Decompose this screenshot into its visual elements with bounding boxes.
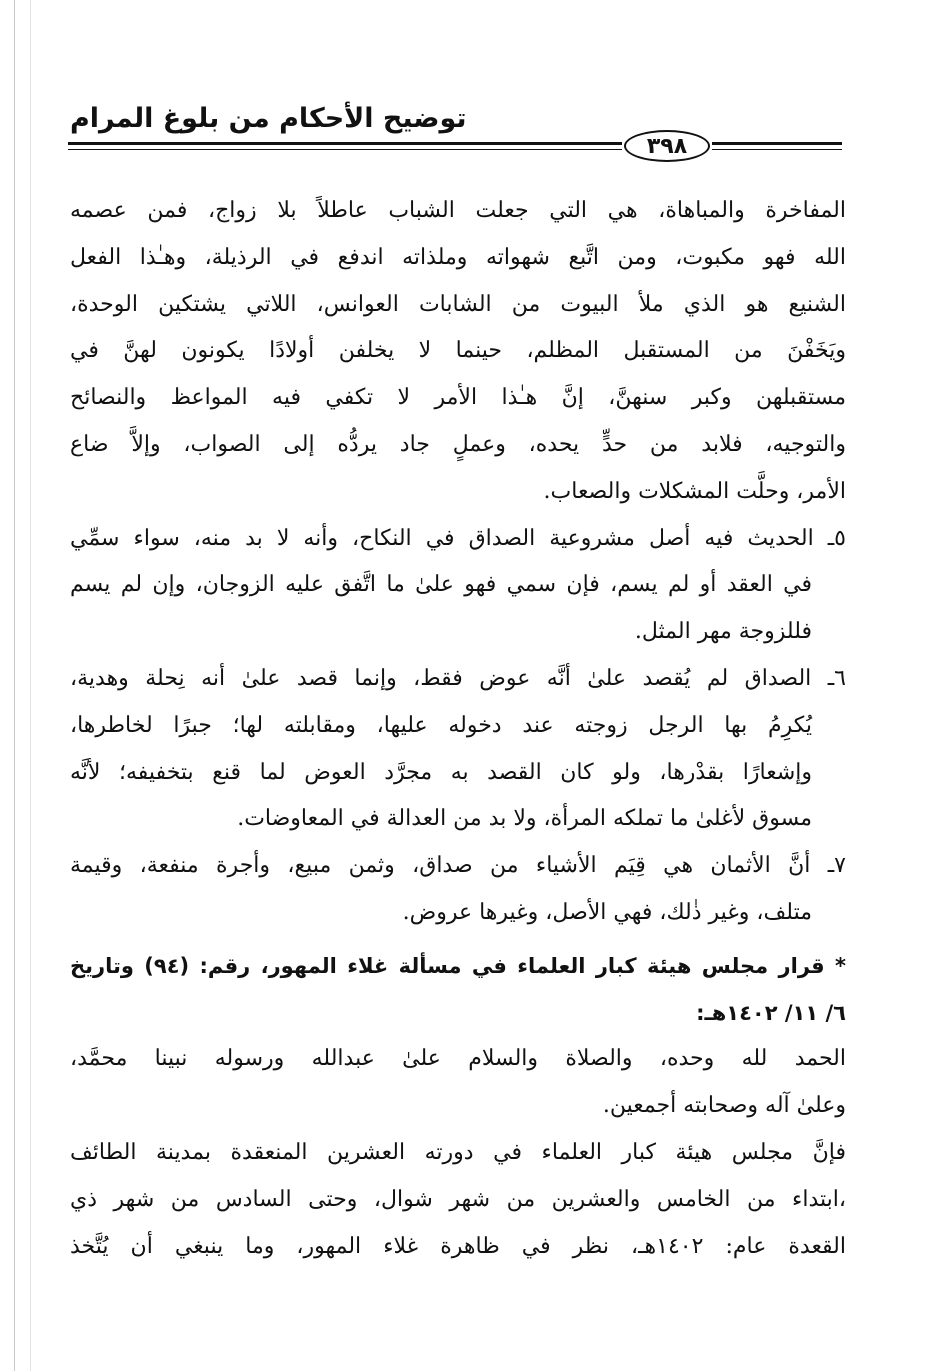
text-line: في العقد أو لم يسم، فإن سمي فهو علىٰ ما اتَّفق عليه الزوجان، وإن لم يسم: [70, 572, 812, 598]
text-line: الحمد لله وحده، والصلاة والسلام علىٰ عبدالله ورسوله نبينا محمَّد،: [70, 1046, 846, 1072]
resolution-date: ٦/ ١١/ ١٤٠٢هـ:: [696, 1000, 846, 1025]
text-line: متلف، وغير ذٰلك، فهي الأصل، وغيرها عروض.: [402, 899, 812, 925]
text-line: والتوجيه، فلابد من حدٍّ يحده، وعملٍ جاد يردُّه إلى الصواب، وإلاَّ ضاع: [70, 431, 846, 457]
header-rule: [68, 130, 842, 164]
list-item-5: ٥ـ الحديث فيه أصل مشروعية الصداق في النكاح، وأنه لا بد منه، سواء سمِّي: [70, 525, 846, 551]
text-line: يُكرِمُ بها الرجل زوجته عند دخوله عليها، ومقابلته لها؛ جبرًا لخاطرها،: [70, 712, 812, 738]
list-item-6: ٦ـ الصداق لم يُقصد علىٰ أنَّه عوض فقط، وإنما قصد علىٰ أنه نِحلة وهدية،: [70, 665, 846, 691]
text-line: ،ابتداء من الخامس والعشرين من شهر شوال، وحتى السادس من شهر ذي: [70, 1186, 846, 1212]
list-item-7: ٧ـ أنَّ الأثمان هي قِيَم الأشياء من صداق، وثمن مبيع، وأجرة منفعة، وقيمة: [70, 853, 846, 879]
text-line: وإشعارًا بقدْرها، ولو كان القصد به مجرَّد العوض لما قنع بتخفيفه؛ لأنَّه: [70, 759, 812, 785]
text-line: الأمر، وحلَّت المشكلات والصعاب.: [543, 478, 846, 504]
text-line: مستقبلهن وكبر سنهنَّ، إنَّ هـٰذا الأمر لا تكفي فيه المواعظ والنصائح: [70, 385, 846, 411]
double-rule-left: [68, 142, 622, 150]
text-line: ويَخَفْنَ من المستقبل المظلم، حينما لا يخلفن أولادًا يكونون لهنَّ في: [70, 338, 846, 364]
resolution-heading: * قرار مجلس هيئة كبار العلماء في مسألة غلاء المهور، رقم: (٩٤) وتاريخ: [70, 953, 846, 978]
text-line: المفاخرة والمباهاة، هي التي جعلت الشباب عاطلاً بلا زواج، فمن عصمه: [70, 198, 846, 223]
double-rule-right: [712, 142, 842, 150]
page-number: ٣٩٨: [624, 130, 710, 162]
text-line: فللزوجة مهر المثل.: [634, 619, 812, 645]
text-line: الشنيع هو الذي ملأ البيوت من الشابات العوانس، اللاتي يشتكين الوحدة،: [70, 291, 846, 317]
text-line: مسوق لأغلىٰ ما تملكه المرأة، ولا بد من العدالة في المعاوضات.: [237, 806, 812, 832]
text-line: فإنَّ مجلس هيئة كبار العلماء في دورته العشرين المنعقدة بمدينة الطائف: [70, 1139, 846, 1165]
scan-edge-line: [30, 0, 31, 1371]
text-line: وعلىٰ آله وصحابته أجمعين.: [602, 1093, 846, 1119]
text-line: القعدة عام: ١٤٠٢هـ، نظر في ظاهرة غلاء المهور، وما ينبغي أن يُتَّخذ: [70, 1233, 846, 1259]
scan-edge-line: [14, 0, 15, 1371]
text-line: الله فهو مكبوت، ومن اتَّبع شهواته وملذاته اندفع في الرذيلة، وهـٰذا الفعل: [70, 244, 846, 270]
page-body: [70, 188, 846, 1270]
running-title: توضيح الأحكام من بلوغ المرام: [70, 103, 467, 134]
